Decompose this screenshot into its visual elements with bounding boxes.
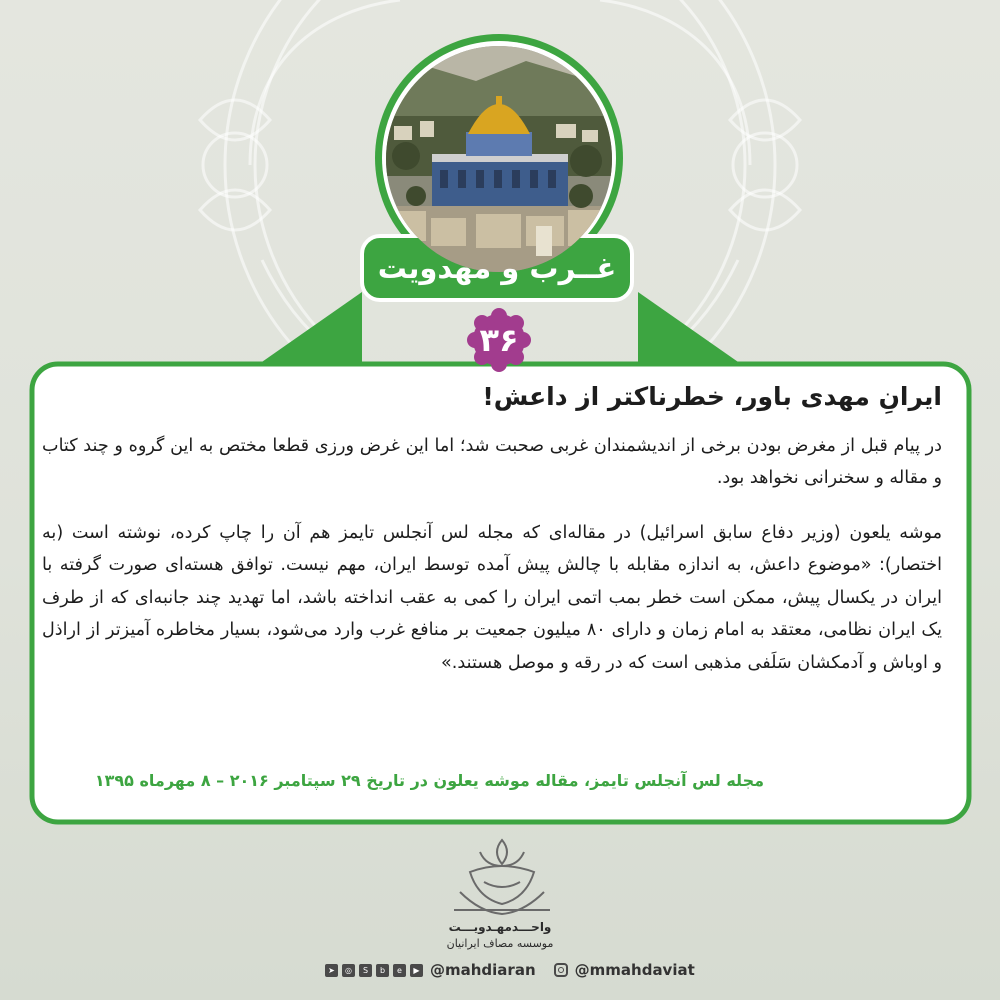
telegram-icon[interactable]: ➤	[325, 964, 338, 977]
soroush-icon[interactable]: S	[359, 964, 372, 977]
paragraph-quote: موشه یلعون (وزیر دفاع سابق اسرائیل) در مقاله‌ای که مجله لس آنجلس تایمز هم آن را چاپ کرده، نوشته است (به اختصار): «موضوع داعش، به اندازه مقابله با چالش پیش آمده توسط ایران، مهم نیست. توافق هسته‌ای صورت گرفته با ایران در یکسال پیش، ممکن است خطر بمب اتمی ایران را کمی به عقب انداخته باشد، اما تهدید چند جانبه‌ای که از طرف یک ایران نظامی، معتقد به امام زمان و دارای ۸۰ میلیون جمعیت بر منافع غرب وارد می‌شود، بسیار مخاطره آمیزتر از اراذل و اوباش و آدمکشان سَلَفی مذهبی است که در رقه و موصل هستند.»	[42, 523, 943, 673]
eitaa-icon[interactable]: e	[393, 964, 406, 977]
bale-icon[interactable]: b	[376, 964, 389, 977]
headline: ایرانِ مهدی باور، خطرناکتر از داعش!	[482, 382, 942, 411]
aparat-icon[interactable]: ▶	[410, 964, 423, 977]
ribbon-right-wing	[638, 292, 741, 364]
handle-mahdiaran[interactable]: @mahdiaran	[430, 961, 536, 979]
logo-unit-name: واحـــد‌مهـدویـــت	[448, 920, 552, 934]
social-bar	[325, 958, 709, 982]
episode-number: ۳۶	[479, 321, 519, 359]
paragraph-intro: در پیام قبل از مغرض بودن برخی از اندیشمندان غربی صحبت شد؛ اما این غرض ورزی قطعا مختص به این گروه و چند کتاب و مقاله و سخنرانی نخواهد بود.	[42, 436, 942, 488]
ribbon-left-wing	[259, 292, 362, 364]
logo-institute-name: موسسه مصاف ایرانیان	[446, 937, 554, 950]
handle-mmahdaviat[interactable]: @mmahdaviat	[574, 961, 695, 979]
mahdaviat-logo	[440, 832, 564, 932]
source-citation: مجله لس آنجلس تایمز، مقاله موشه یعلون در تاریخ ۲۹ سپتامبر ۲۰۱۶ – ۸ مهرماه ۱۳۹۵	[94, 771, 764, 790]
instagram-icon[interactable]: ◎	[342, 964, 355, 977]
instagram-icon[interactable]	[554, 963, 568, 977]
series-title: غــرب و مهدویت	[377, 251, 617, 285]
